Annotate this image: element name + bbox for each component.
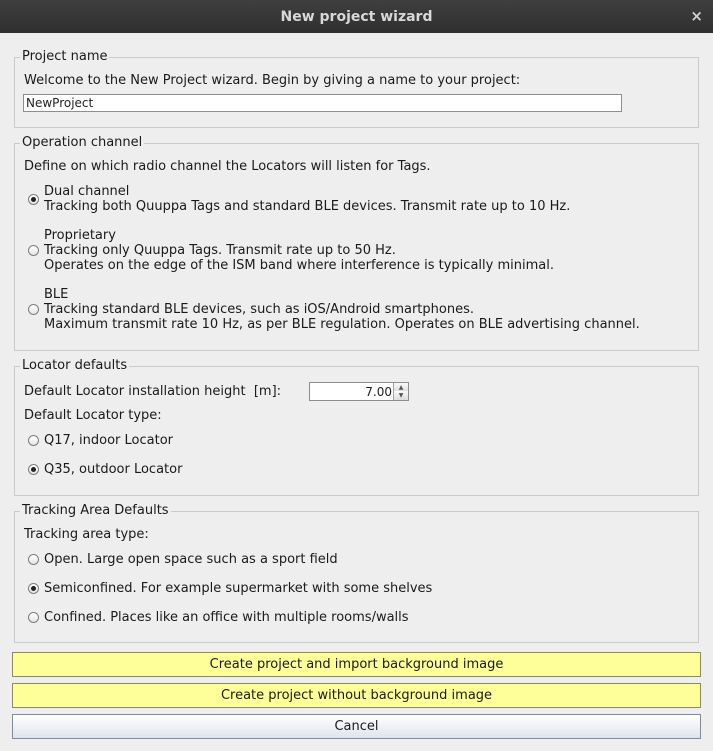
option-proprietary-desc1: Tracking only Quuppa Tags. Transmit rate up to 50 Hz. [44,243,396,258]
operation-channel-title: Operation channel [22,135,143,150]
radio-semiconfined[interactable] [28,583,39,594]
spinner-up-icon[interactable]: ▲ [393,383,408,392]
tracking-area-confined-label[interactable]: Confined. Places like an office with multiple rooms/walls [44,610,409,625]
tracking-area-title: Tracking Area Defaults [22,503,169,518]
operation-channel-prompt: Define on which radio channel the Locators will listen for Tags. [24,159,431,174]
window-title: New project wizard [280,8,433,25]
create-with-image-button[interactable]: Create project and import background image [12,652,701,677]
tracking-area-type-label: Tracking area type: [24,527,149,542]
radio-confined[interactable] [28,612,39,623]
option-dual-channel-desc: Tracking both Quuppa Tags and standard BLE devices. Transmit rate up to 10 Hz. [44,199,571,214]
project-name-group [14,49,699,128]
option-proprietary-label[interactable]: Proprietary [44,228,116,243]
option-ble-desc2: Maximum transmit rate 10 Hz, as per BLE regulation. Operates on BLE advertising channel. [44,317,640,332]
spinner-down-icon[interactable]: ▼ [393,391,408,400]
radio-dual-channel[interactable] [28,194,39,205]
radio-q35[interactable] [28,464,39,475]
tracking-area-open-label[interactable]: Open. Large open space such as a sport field [44,552,338,567]
radio-ble[interactable] [28,304,39,315]
locator-height-spinner[interactable] [309,382,409,401]
option-dual-channel-label[interactable]: Dual channel [44,184,130,199]
locator-height-label: Default Locator installation height [m]: [24,384,282,399]
option-proprietary-desc2: Operates on the edge of the ISM band where interference is typically minimal. [44,258,554,273]
radio-open[interactable] [28,554,39,565]
option-ble-desc1: Tracking standard BLE devices, such as iOS/Android smartphones. [44,302,474,317]
cancel-button[interactable]: Cancel [12,714,701,739]
locator-type-q17-label[interactable]: Q17, indoor Locator [44,433,174,448]
window-titlebar [0,0,713,33]
radio-q17[interactable] [28,435,39,446]
project-name-input[interactable] [23,94,622,112]
locator-type-label: Default Locator type: [24,408,162,423]
locator-defaults-title: Locator defaults [22,358,128,373]
project-name-prompt: Welcome to the New Project wizard. Begin by giving a name to your project: [24,73,521,88]
locator-type-q35-label[interactable]: Q35, outdoor Locator [44,462,183,477]
create-without-image-button[interactable]: Create project without background image [12,683,701,708]
tracking-area-semiconfined-label[interactable]: Semiconfined. For example supermarket with some shelves [44,581,433,596]
close-icon[interactable]: × [690,7,703,25]
radio-proprietary[interactable] [28,245,39,256]
option-ble-label[interactable]: BLE [44,287,69,302]
locator-height-value[interactable]: 7.00 [365,385,392,399]
project-name-title: Project name [22,49,108,64]
